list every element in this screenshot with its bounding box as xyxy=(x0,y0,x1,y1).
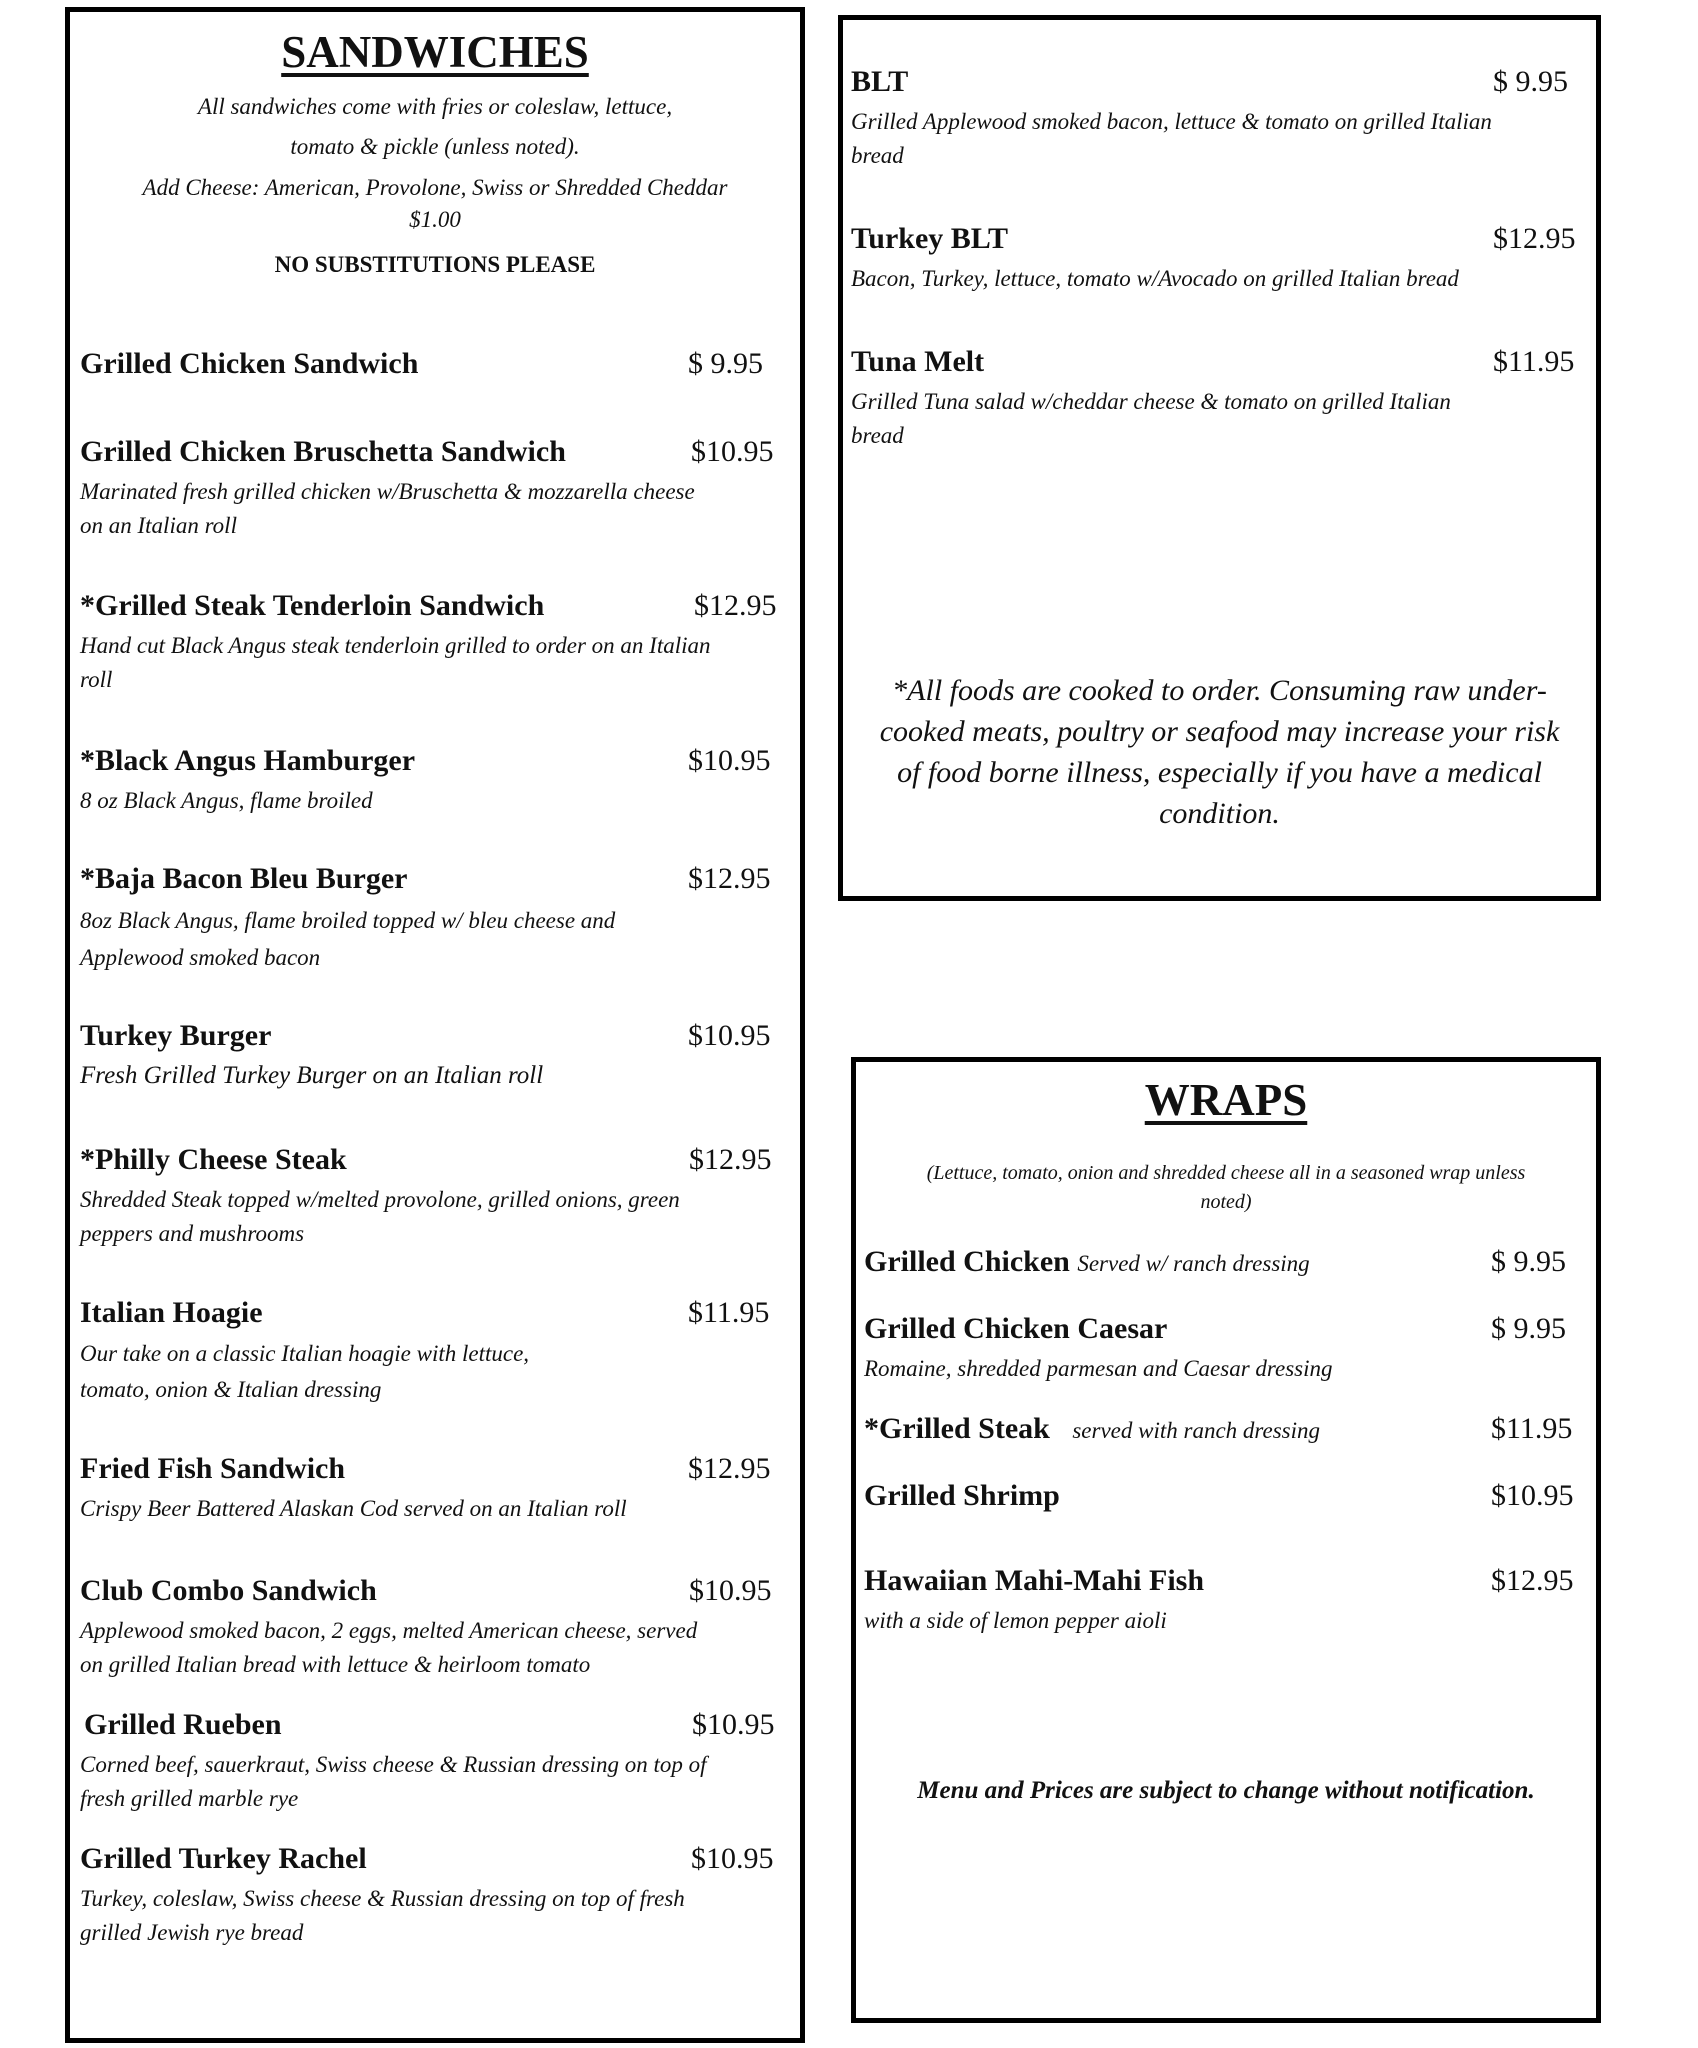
item-description: bread xyxy=(851,143,904,168)
price-change-disclaimer: Menu and Prices are subject to change without notification. xyxy=(917,1777,1535,1804)
item-description: Marinated fresh grilled chicken w/Bruschetta & mozzarella cheese xyxy=(80,479,695,504)
item-name: Italian Hoagie xyxy=(80,1296,263,1329)
item-price: $11.95 xyxy=(1491,1412,1573,1445)
item-name: *Philly Cheese Steak xyxy=(80,1143,347,1176)
menu-item-club-combo-sandwich xyxy=(80,1574,790,1682)
item-price: $12.95 xyxy=(688,862,771,895)
item-name: Grilled Chicken Sandwich xyxy=(80,347,419,380)
menu-item-grilled-rueben xyxy=(80,1708,800,1816)
item-price: $10.95 xyxy=(691,435,774,468)
item-price: $ 9.95 xyxy=(688,347,763,380)
item-price: $12.95 xyxy=(694,589,777,622)
item-description: bread xyxy=(851,423,904,448)
item-description: Hand cut Black Angus steak tenderloin grilled to order on an Italian xyxy=(80,633,711,658)
menu-item-grilled-turkey-rachel xyxy=(80,1842,800,1950)
sandwiches-title: SANDWICHES xyxy=(281,27,589,77)
item-name-text: *Grilled Steak xyxy=(864,1412,1050,1445)
item-price: $11.95 xyxy=(688,1296,770,1329)
menu-item-grilled-chicken-bruschetta xyxy=(80,435,790,543)
menu-item-grilled-chicken-sandwich xyxy=(80,347,780,387)
sandwiches-intro-line2: tomato & pickle (unless noted). xyxy=(290,134,580,159)
food-safety-warning-line4: condition. xyxy=(1159,797,1280,830)
item-name-text: Grilled Chicken xyxy=(864,1245,1070,1278)
food-safety-warning-line3: of food borne illness, especially if you have a medical xyxy=(897,756,1542,789)
item-name: Grilled Rueben xyxy=(84,1708,282,1741)
menu-item-steak-tenderloin xyxy=(80,589,800,697)
item-description: Applewood smoked bacon, 2 eggs, melted American cheese, served xyxy=(80,1618,698,1643)
item-description: Shredded Steak topped w/melted provolone, grilled onions, green xyxy=(80,1187,680,1212)
item-name: *Black Angus Hamburger xyxy=(80,744,416,777)
item-price: $12.95 xyxy=(1491,1564,1574,1597)
item-description: Turkey, coleslaw, Swiss cheese & Russian dressing on top of fresh xyxy=(80,1886,685,1911)
menu-item-blt xyxy=(851,65,1586,173)
item-price: $10.95 xyxy=(692,1708,775,1741)
no-substitutions-notice: NO SUBSTITUTIONS PLEASE xyxy=(274,252,596,277)
item-description: on an Italian roll xyxy=(80,513,237,538)
menu-item-tuna-melt xyxy=(851,345,1586,453)
item-price: $10.95 xyxy=(688,1019,771,1052)
item-description: roll xyxy=(80,667,113,692)
item-name: BLT xyxy=(851,65,909,98)
menu-item-black-angus-hamburger xyxy=(80,744,790,818)
item-description: on grilled Italian bread with lettuce & heirloom tomato xyxy=(80,1652,591,1677)
item-description: Fresh Grilled Turkey Burger on an Italian roll xyxy=(80,1062,544,1089)
item-name xyxy=(864,1245,1310,1279)
item-name: Grilled Chicken Bruschetta Sandwich xyxy=(80,435,566,468)
item-description: Applewood smoked bacon xyxy=(80,945,321,970)
item-description: with a side of lemon pepper aioli xyxy=(864,1608,1167,1633)
item-name xyxy=(864,1412,1320,1446)
item-description: Our take on a classic Italian hoagie with lettuce, xyxy=(80,1341,530,1366)
item-description: fresh grilled marble rye xyxy=(80,1786,299,1811)
item-price: $11.95 xyxy=(1493,345,1575,378)
item-name: *Grilled Steak Tenderloin Sandwich xyxy=(80,589,545,622)
item-price: $12.95 xyxy=(1493,222,1576,255)
food-safety-warning-line2: cooked meats, poultry or seafood may increase your risk xyxy=(879,715,1560,748)
item-price: $10.95 xyxy=(688,744,771,777)
item-description: 8oz Black Angus, flame broiled topped w/ bleu cheese and xyxy=(80,908,616,933)
item-name: Turkey Burger xyxy=(80,1019,272,1052)
item-description: Grilled Applewood smoked bacon, lettuce & tomato on grilled Italian xyxy=(851,109,1492,134)
wrap-item-grilled-steak xyxy=(864,1412,1584,1452)
item-name: Club Combo Sandwich xyxy=(80,1574,377,1607)
wraps-note-line2: noted) xyxy=(1200,1191,1252,1213)
item-name: Grilled Shrimp xyxy=(864,1479,1060,1512)
food-safety-warning-line1: *All foods are cooked to order. Consuming raw under- xyxy=(892,674,1547,707)
item-name: Hawaiian Mahi-Mahi Fish xyxy=(864,1564,1205,1597)
item-name: Fried Fish Sandwich xyxy=(80,1452,346,1485)
item-price: $ 9.95 xyxy=(1491,1312,1566,1345)
item-name: Grilled Turkey Rachel xyxy=(80,1842,367,1875)
item-description: tomato, onion & Italian dressing xyxy=(80,1377,382,1402)
item-description: peppers and mushrooms xyxy=(80,1221,305,1246)
item-price: $10.95 xyxy=(691,1842,774,1875)
wraps-panel xyxy=(851,1057,1601,2023)
menu-item-turkey-burger xyxy=(80,1019,790,1093)
right-top-panel xyxy=(838,15,1601,901)
item-price: $10.95 xyxy=(689,1574,772,1607)
wrap-item-hawaiian-mahi-mahi xyxy=(864,1564,1584,1638)
item-price: $ 9.95 xyxy=(1493,65,1568,98)
item-description: Grilled Tuna salad w/cheddar cheese & tomato on grilled Italian xyxy=(851,389,1451,414)
item-description: Romaine, shredded parmesan and Caesar dressing xyxy=(864,1356,1333,1381)
menu-item-philly-cheese-steak xyxy=(80,1143,790,1251)
wraps-title: WRAPS xyxy=(1144,1075,1308,1125)
wraps-note-line1: (Lettuce, tomato, onion and shredded cheese all in a seasoned wrap unless xyxy=(926,1162,1526,1184)
wrap-item-grilled-chicken-caesar xyxy=(864,1312,1584,1386)
sandwiches-intro-line1: All sandwiches come with fries or coleslaw, lettuce, xyxy=(197,94,673,119)
item-inline-description: served with ranch dressing xyxy=(1072,1418,1320,1443)
item-inline-description: Served w/ ranch dressing xyxy=(1077,1251,1310,1276)
item-name: Turkey BLT xyxy=(851,222,1009,255)
wrap-item-grilled-chicken xyxy=(864,1245,1584,1285)
item-name: Tuna Melt xyxy=(851,345,985,378)
wrap-item-grilled-shrimp xyxy=(864,1479,1584,1519)
item-description: grilled Jewish rye bread xyxy=(80,1920,304,1945)
item-price: $ 9.95 xyxy=(1491,1245,1566,1278)
item-price: $10.95 xyxy=(1491,1479,1574,1512)
menu-item-fried-fish-sandwich xyxy=(80,1452,790,1526)
menu-item-turkey-blt xyxy=(851,222,1586,296)
menu-item-baja-bacon-bleu-burger xyxy=(80,862,790,976)
item-description: Crispy Beer Battered Alaskan Cod served on an Italian roll xyxy=(80,1496,627,1521)
item-price: $12.95 xyxy=(688,1452,771,1485)
add-cheese-price: $1.00 xyxy=(409,207,461,232)
item-name: *Baja Bacon Bleu Burger xyxy=(80,862,408,895)
item-price: $12.95 xyxy=(689,1143,772,1176)
item-description: Corned beef, sauerkraut, Swiss cheese & Russian dressing on top of xyxy=(80,1752,707,1777)
menu-item-italian-hoagie xyxy=(80,1296,790,1408)
add-cheese-line: Add Cheese: American, Provolone, Swiss or Shredded Cheddar xyxy=(142,175,728,200)
item-name: Grilled Chicken Caesar xyxy=(864,1312,1168,1345)
item-description: Bacon, Turkey, lettuce, tomato w/Avocado on grilled Italian bread xyxy=(851,266,1459,291)
item-description: 8 oz Black Angus, flame broiled xyxy=(80,788,373,813)
sandwiches-panel xyxy=(65,7,805,2043)
